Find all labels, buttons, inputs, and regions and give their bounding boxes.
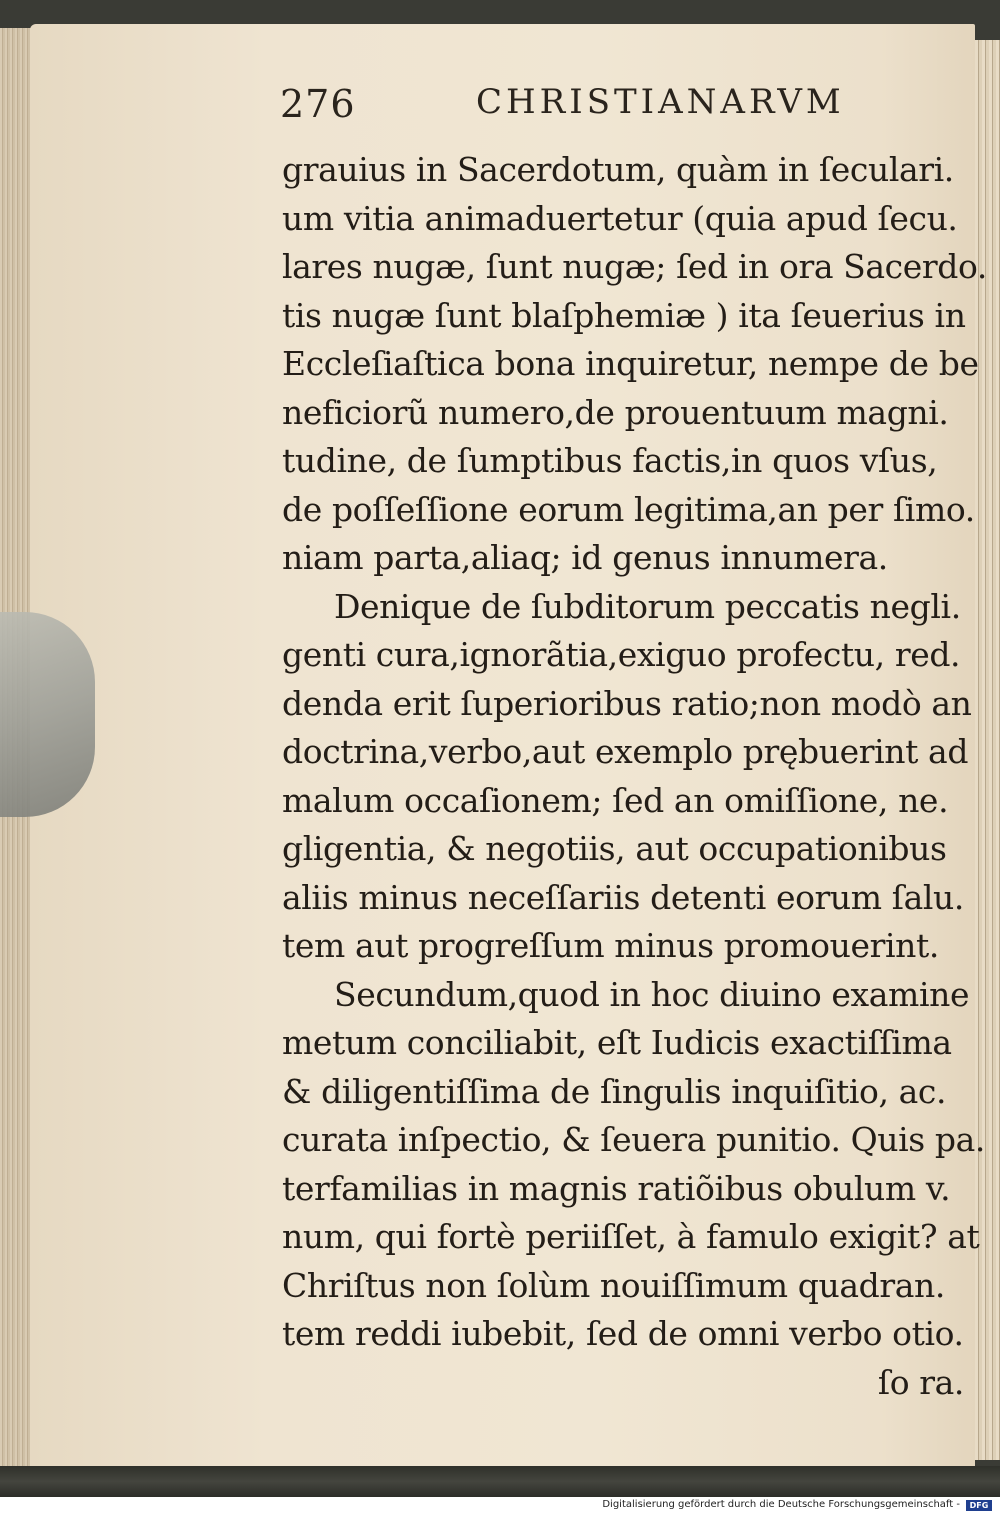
text-line: tis nugæ ſunt blaſphemiæ ) ita ſeuerius in xyxy=(282,295,966,335)
text-line: neficiorũ numero,de prouentuum magni. xyxy=(282,392,949,432)
digitization-footer xyxy=(0,1497,1000,1515)
text-line: aliis minus neceſſariis detenti eorum ſalu. xyxy=(282,877,964,917)
dfg-logo-icon: DFG xyxy=(966,1500,992,1511)
funding-credit: Digitalisierung gefördert durch die Deutsche Forschungsgemeinschaft - xyxy=(602,1499,960,1510)
text-line: Eccleſiaſtica bona inquiretur, nempe de be xyxy=(282,344,979,383)
text-line: de poſſeſſione eorum legitima,an per ſimo. xyxy=(282,489,975,529)
text-line: denda erit ſuperioribus ratio;non modò an xyxy=(282,683,972,723)
page-number: 276 xyxy=(280,82,356,126)
text-line: metum conciliabit, eſt Iudicis exactiſſima xyxy=(282,1023,952,1062)
text-line: Chriſtus non ſolùm nouiſſimum quadran. xyxy=(282,1265,945,1305)
text-line: gligentia, & negotiis, aut occupationibus xyxy=(282,829,947,868)
text-line: tem aut progreſſum minus promouerint. xyxy=(282,926,939,965)
catchword: ſo ra. xyxy=(877,1362,964,1402)
text-line: tem reddi iubebit, ſed de omni verbo otio. xyxy=(282,1314,964,1353)
text-line: niam parta,aliaq; id genus innumera. xyxy=(282,538,888,577)
text-line: genti cura,ignorãtia,exiguo profectu, red. xyxy=(282,635,961,674)
text-line: lares nugæ, ſunt nugæ; ſed in ora Sacerdo. xyxy=(282,247,987,286)
text-line: curata inſpectio, & ſeuera punitio. Quis pa. xyxy=(282,1120,986,1159)
running-head xyxy=(280,82,920,128)
body-text xyxy=(282,146,987,1407)
text-line: num, qui fortè periiſſet, à famulo exigit? at xyxy=(282,1217,980,1256)
text-line: grauius in Sacerdotum, quàm in ſeculari. xyxy=(282,150,954,189)
paragraph-start-line: Denique de ſubditorum peccatis negli. xyxy=(334,586,961,626)
text-line: um vitia animaduertetur (quia apud ſecu. xyxy=(282,198,958,238)
running-head-title: CHRISTIANARVM xyxy=(476,82,845,122)
paragraph-start-line: Secundum,quod in hoc diuino examine xyxy=(334,974,970,1014)
scanner-bed-edge xyxy=(0,1466,1000,1497)
text-line: doctrina,verbo,aut exemplo prębuerint ad xyxy=(282,732,969,771)
text-line: tudine, de ſumptibus factis,in quos vſus, xyxy=(282,441,938,480)
text-line: & diligentiſſima de ſingulis inquiſitio, ac. xyxy=(282,1071,947,1111)
text-line: terfamilias in magnis ratiõibus obulum v. xyxy=(282,1168,951,1208)
page-holder-clip xyxy=(0,612,95,817)
text-line: malum occaſionem; ſed an omiſſione, ne. xyxy=(282,780,949,820)
